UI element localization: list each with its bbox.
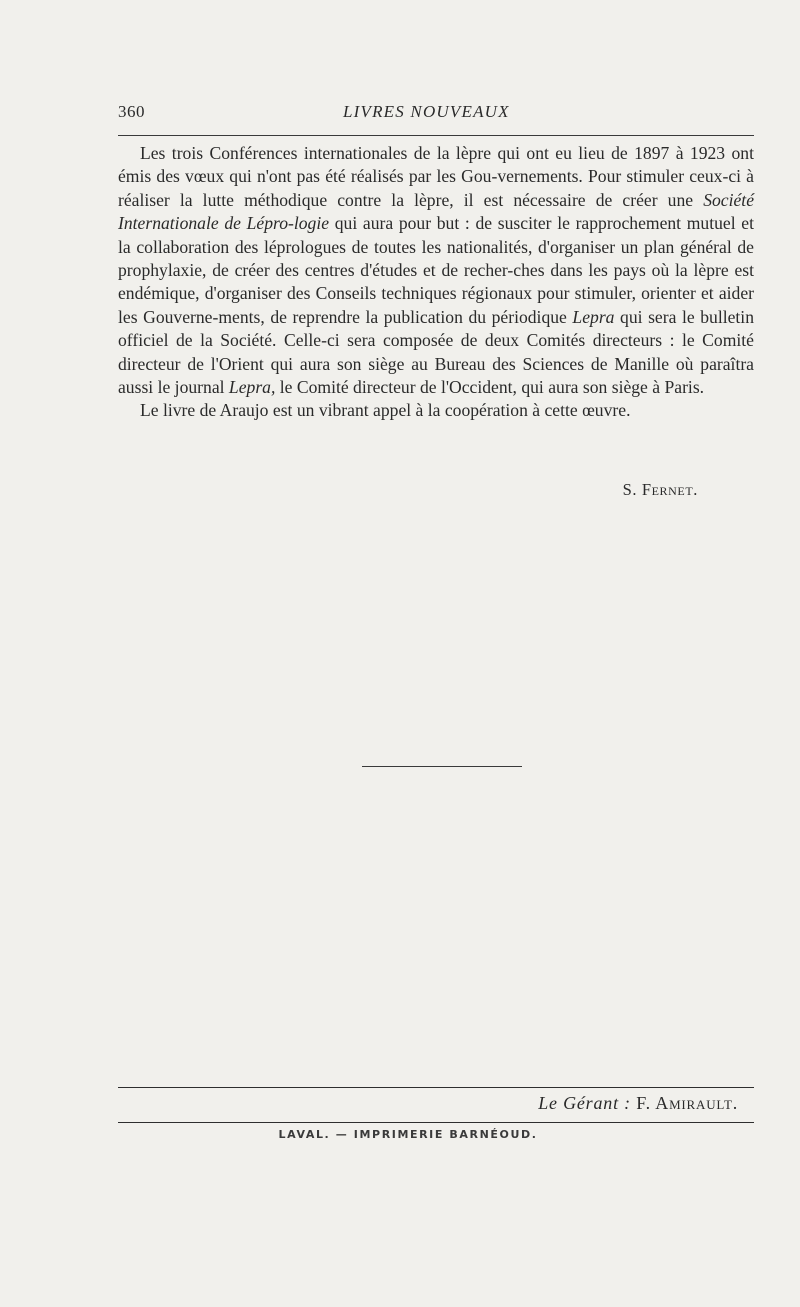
paragraph-1-text-a: Les trois Conférences internationales de la lèpre qui ont eu lieu de 1897 à 1923 ont émis des vœux qui n'ont pas été réalisés par les Gou-vernements. Pour stimuler ceux-ci à réaliser la lutte méthodique contre la lèpre, il est nécessaire de créer une — [118, 143, 754, 210]
running-head — [118, 98, 754, 126]
journal-name: Lepra, — [228, 377, 276, 398]
manager-line — [118, 1093, 738, 1114]
periodical-name: Lepra — [572, 306, 615, 327]
footer-rule-top — [118, 1087, 754, 1088]
page-number: 360 — [118, 102, 145, 121]
manager-name: F. Amirault. — [636, 1093, 738, 1113]
paragraph-1-text-c: qui sera le bulletin officiel de la Société. Celle-ci sera composée de deux Comités directeurs : le Comité directeur de l'Orient qui aura son siège au Bureau des Sciences de Manille où paraîtra aussi le journal — [118, 306, 754, 398]
printer-imprint: LAVAL. — IMPRIMERIE BARNÉOUD. — [278, 1128, 538, 1141]
footer-rule-bottom — [118, 1122, 754, 1123]
article-body — [118, 142, 754, 423]
manager-label: Le Gérant : — [538, 1093, 631, 1113]
header-rule — [118, 135, 754, 136]
paragraph-2: Le livre de Araujo est un vibrant appel à la coopération à cette œuvre. — [140, 400, 631, 421]
paragraph-1 — [118, 142, 754, 399]
paragraph-1-text-d: le Comité directeur de l'Occident, qui aura son siège à Paris. — [275, 377, 705, 398]
author-signature: S. Fernet. — [622, 480, 698, 499]
section-divider — [362, 766, 522, 767]
running-title: LIVRES NOUVEAUX — [343, 102, 510, 121]
paragraph-1-text-b: qui aura pour but : de susciter le rapprochement mutuel et la collaboration des léprologues de toutes les nationalités, d'organiser un plan général de prophylaxie, de créer des centres d'études et de recher-ches dans les pays où la lèpre est endémique, d'organiser des Conseils techniques régionaux pour stimuler, orienter et aider les Gouverne-ments, de reprendre la publication du périodique — [118, 213, 754, 327]
society-name: Société Internationale de Lépro-logie — [118, 189, 754, 234]
